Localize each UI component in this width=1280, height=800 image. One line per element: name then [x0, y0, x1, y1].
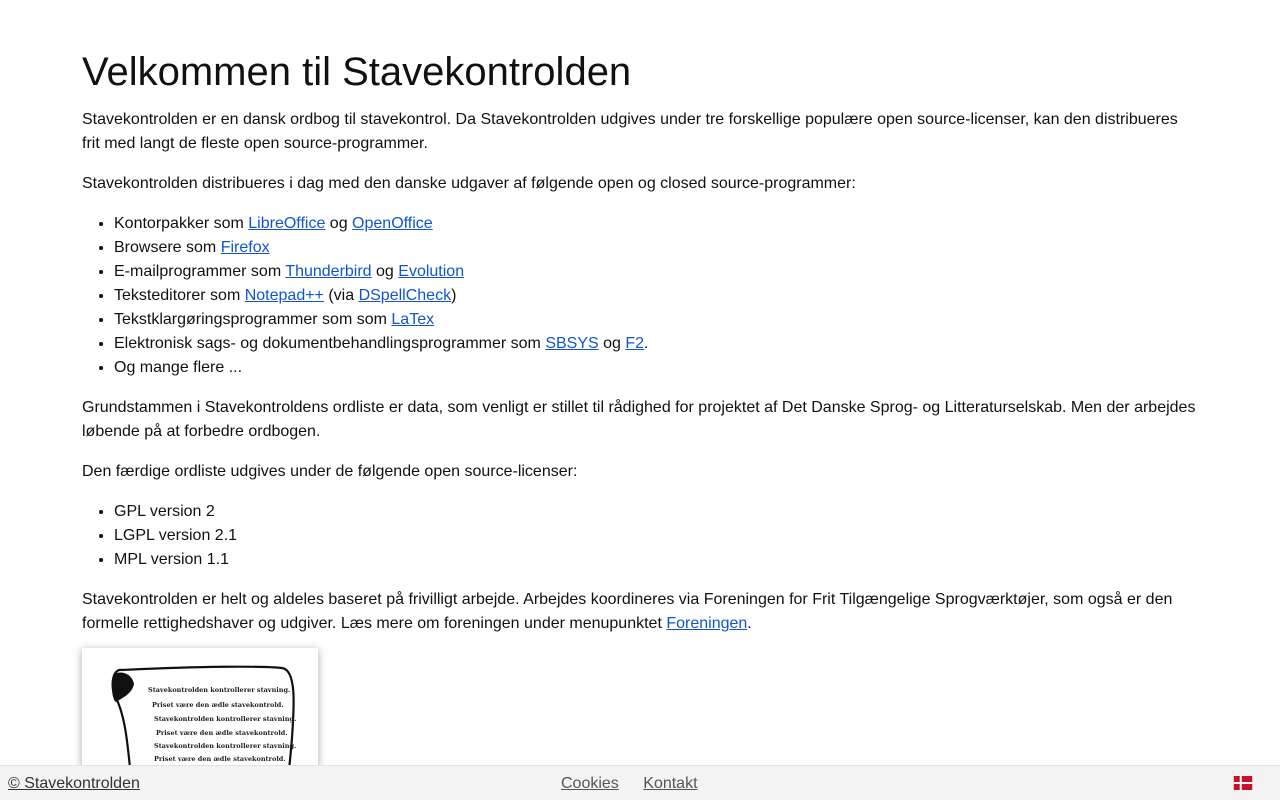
footer-links: [561, 772, 718, 796]
thunderbird-link[interactable]: Thunderbird: [285, 263, 372, 280]
license-list: [82, 500, 1198, 572]
page-title: Velkommen til Stavekontrolden: [82, 50, 632, 94]
scroll-line: Priset være den ædle stavekontrold.: [156, 729, 288, 737]
copyright-link[interactable]: © Stavekontrolden: [8, 775, 140, 792]
list-item: • LGPL version 2.1: [114, 524, 1198, 548]
cookies-link[interactable]: Cookies: [561, 775, 619, 792]
wordlist-paragraph: Grundstammen i Stavekontroldens ordliste er data, som venligt er stillet til rådighed for projektet af Det Danske Sprog- og Litteraturselskab. Men der arbejdes løbende på at forbedre ordbogen.: [82, 399, 1196, 440]
list-item: • MPL version 1.1: [114, 548, 1198, 572]
f2-link[interactable]: F2: [625, 335, 645, 352]
libreoffice-link[interactable]: LibreOffice: [248, 215, 326, 232]
openoffice-link[interactable]: OpenOffice: [352, 215, 433, 232]
footer: [0, 765, 1280, 800]
scroll-line: Stavekontrolden kontrollerer stavning.: [148, 686, 291, 694]
volunteer-paragraph: Stavekontrolden er helt og aldeles baseret på frivilligt arbejde. Arbejdes koordineres via Foreningen for Frit Tilgængelige Sprogværktøjer, som også er den formelle rettighedshaver og udgiver. Læs mere om foreningen under menupunktet Foreningen.: [82, 591, 1173, 632]
foreningen-link[interactable]: Foreningen: [666, 615, 748, 632]
latex-link[interactable]: LaTex: [391, 311, 435, 328]
licenses-intro: Den færdige ordliste udgives under de følgende open source-licenser:: [82, 463, 578, 480]
danish-flag-icon[interactable]: [1233, 776, 1253, 790]
evolution-link[interactable]: Evolution: [398, 263, 465, 280]
list-item: • Tekstklargøringsprogrammer som som LaTex: [114, 308, 1198, 332]
notepad-plus-plus-link[interactable]: Notepad++: [244, 287, 324, 304]
list-item: • Teksteditorer som Notepad++ (via DSpellCheck): [114, 284, 1198, 308]
scroll-line: Stavekontrolden kontrollerer stavning.: [154, 742, 297, 750]
list-item: • E-mailprogrammer som Thunderbird og Evolution: [114, 260, 1198, 284]
contact-link[interactable]: Kontakt: [643, 775, 698, 792]
program-list: [82, 212, 1198, 380]
firefox-link[interactable]: Firefox: [220, 239, 270, 256]
sbsys-link[interactable]: SBSYS: [545, 335, 599, 352]
scroll-line: Priset være den ædle stavekontrold.: [154, 755, 286, 763]
dspellcheck-link[interactable]: DSpellCheck: [358, 287, 452, 304]
list-item: • GPL version 2: [114, 500, 1198, 524]
main-content: [82, 44, 1198, 652]
list-item: • Elektronisk sags- og dokumentbehandlingsprogrammer som SBSYS og F2.: [114, 332, 1198, 356]
scroll-line: Priset være den ædle stavekontrold.: [152, 701, 284, 709]
list-item: • Browsere som Firefox: [114, 236, 1198, 260]
list-item: • Kontorpakker som LibreOffice og OpenOffice: [114, 212, 1198, 236]
distributed-intro: Stavekontrolden distribueres i dag med den danske udgaver af følgende open og closed source-programmer:: [82, 175, 856, 192]
scroll-line: Stavekontrolden kontrollerer stavning.: [154, 715, 297, 723]
list-item: • Og mange flere ...: [114, 356, 1198, 380]
intro-paragraph: Stavekontrolden er en dansk ordbog til stavekontrol. Da Stavekontrolden udgives under tre forskellige populære open source-licenser, kan den distribueres frit med langt de fleste open source-programmer.: [82, 111, 1178, 152]
